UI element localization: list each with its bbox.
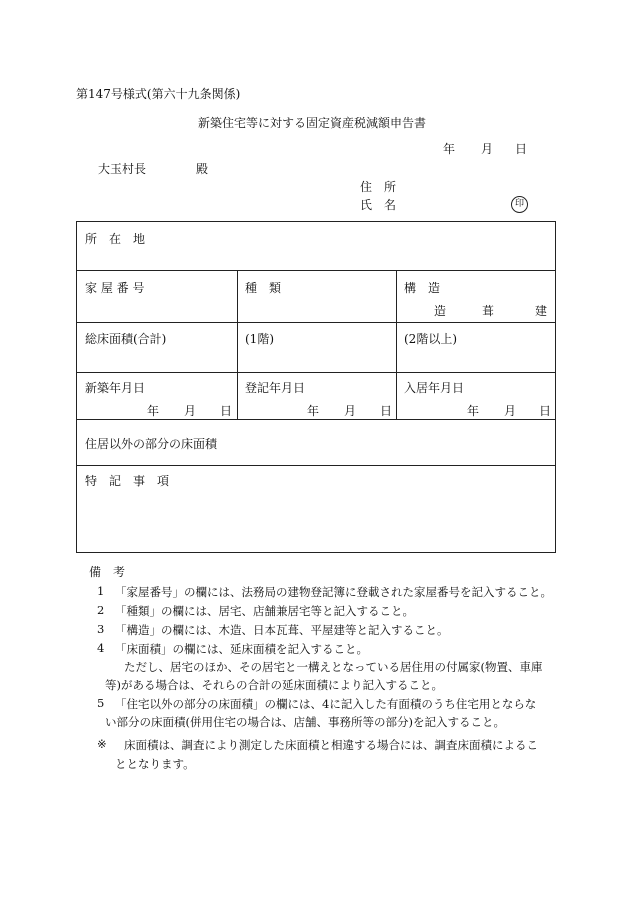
note-number: 4 [97,641,105,655]
note-4-continuation: ただし、居宅のほか、その居宅と一構えとなっている居住用の付属家(物置、車庫 [124,660,543,674]
registered-month: 月 [344,404,357,418]
notes-heading: 備 考 [89,565,126,579]
total-floor-area-label: 総床面積(合計) [85,332,167,346]
addressee: 大玉村長 [98,162,147,176]
form-number: 第147号様式(第六十九条関係) [76,87,241,101]
note-text: 「家屋番号」の欄には、法務局の建物登記簿に登載された家屋番号を記入すること。 [115,585,552,599]
special-notes-label: 特 記 事 項 [85,474,170,488]
note-text: 「床面積」の欄には、延床面積を記入すること。 [115,642,368,656]
first-floor-label: (1階) [245,332,274,346]
built-month: 月 [184,404,197,418]
date-month-label: 月 [481,142,494,156]
asterisk-note-continuation: ととなります。 [115,757,195,771]
house-number-label: 家 屋 番 号 [85,281,145,295]
asterisk-mark: ※ [97,737,107,751]
column-divider [396,270,397,419]
note-number: 3 [97,622,105,636]
kind-label: 種 類 [245,281,282,295]
registered-day: 日 [380,404,393,418]
date-year-label: 年 [443,142,456,156]
structure-sub-zou: 造 [434,304,447,318]
non-residential-area-label: 住居以外の部分の床面積 [85,437,218,451]
address-label: 住 所 [360,180,397,194]
registered-year: 年 [307,404,320,418]
note-number: 1 [97,584,105,598]
row-divider [77,270,555,271]
note-number: 2 [97,603,105,617]
move-in-day: 日 [539,404,552,418]
row-divider [77,419,555,420]
asterisk-note-text: 床面積は、調査により測定した床面積と相違する場合には、調査床面積によるこ [124,738,538,752]
note-text: 「種類」の欄には、居宅、店舗兼居宅等と記入すること。 [115,604,414,618]
name-label: 氏 名 [360,198,397,212]
structure-sub-buki: 葺 [482,304,495,318]
built-year: 年 [147,404,160,418]
honorific: 殿 [196,162,209,176]
note-4-continuation: 等)がある場合は、それらの合計の延床面積により記入すること。 [105,678,443,692]
structure-label: 構 造 [404,281,441,295]
row-divider [77,322,555,323]
column-divider [237,270,238,419]
document-title: 新築住宅等に対する固定資産税減額申告書 [198,116,427,130]
note-number: 5 [97,696,105,710]
note-text: 「構造」の欄には、木造、日本瓦葺、平屋建等と記入すること。 [115,623,449,637]
note-5-text: 「住宅以外の部分の床面積」の欄には、4に記入した有面積のうち住宅用とならな [115,697,537,711]
location-label: 所 在 地 [85,232,146,246]
structure-sub-date: 建 [535,304,548,318]
built-day: 日 [220,404,233,418]
seal-mark: 印 [511,196,528,213]
row-divider [77,372,555,373]
date-day-label: 日 [515,142,528,156]
application-form-table [76,221,556,553]
move-in-year: 年 [467,404,480,418]
move-in-month: 月 [504,404,517,418]
note-5-continuation: い部分の床面積(併用住宅の場合は、店舗、事務所等の部分)を記入すること。 [105,715,505,729]
built-date-label: 新築年月日 [85,381,146,395]
registered-date-label: 登記年月日 [245,381,306,395]
second-floor-up-label: (2階以上) [404,332,457,346]
row-divider [77,465,555,466]
move-in-date-label: 入居年月日 [404,381,465,395]
